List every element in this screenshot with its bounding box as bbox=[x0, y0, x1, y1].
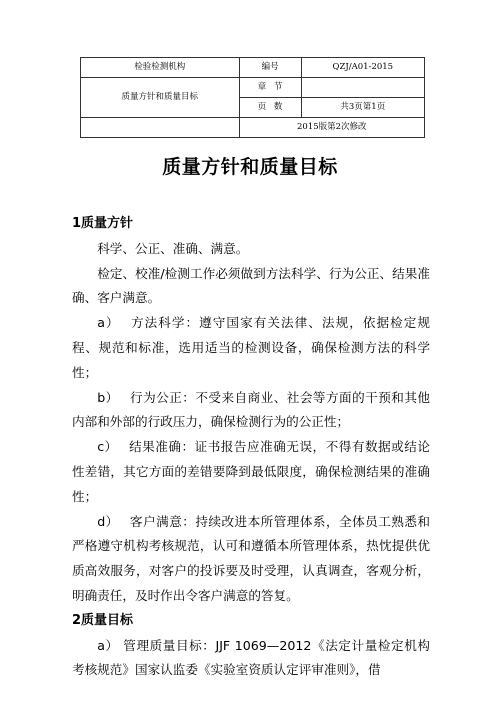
doc-name: 质量方针和质量目标 bbox=[81, 78, 240, 118]
item-label: a） bbox=[97, 637, 119, 653]
item-label: d） bbox=[97, 513, 119, 529]
item-text: 客户满意：持续改进本所管理体系，全体员工熟悉和严格遵守机构考核规范，认可和遵循本所管理体系，热忱提供优质高效服务，对客户的投诉要及时受理，认真调查，客观分析，明确责任，及时作出令客户满意的答复。 bbox=[72, 513, 431, 603]
item-label: b） bbox=[97, 389, 119, 405]
policy-item-c bbox=[72, 435, 430, 509]
policy-item-a bbox=[72, 311, 430, 385]
policy-heading: 1质量方针 bbox=[72, 216, 134, 231]
empty-cell bbox=[81, 118, 240, 138]
chapter-label: 章节 bbox=[239, 78, 301, 98]
page-value: 共3页第1页 bbox=[301, 98, 424, 118]
document-body bbox=[72, 212, 430, 683]
policy-item-d bbox=[72, 510, 430, 609]
policy-item-b bbox=[72, 386, 430, 436]
item-text: 行为公正：不受来自商业、社会等方面的干预和其他内部和外部的行政压力，确保检测行为的公正性； bbox=[72, 389, 431, 430]
item-text: 方法科学：遵守国家有关法律、法规，依据检定规程、规范和标准，选用适当的检测设备，确保检测方法的科学性； bbox=[72, 315, 431, 380]
org-label: 检验检测机构 bbox=[81, 58, 240, 78]
page-title: 质量方针和质量目标 bbox=[162, 156, 338, 178]
chapter-value bbox=[301, 78, 424, 98]
page-label: 页数 bbox=[239, 98, 301, 118]
item-text: 结果准确：证书报告应准确无误，不得有数据或结论性差错，其它方面的差错要降到最低限度，确保检测结果的准确性； bbox=[72, 439, 430, 504]
number-value: QZJ/A01-2015 bbox=[301, 58, 424, 78]
edition: 2015版第2次修改 bbox=[239, 118, 424, 138]
goal-item-a bbox=[72, 634, 430, 684]
policy-intro: 检定、校准/检测工作必须做到方法科学、行为公正、结果准确、客户满意。 bbox=[72, 265, 430, 306]
item-label: a） bbox=[97, 315, 120, 331]
document-header-table bbox=[80, 57, 425, 138]
number-label: 编号 bbox=[239, 58, 301, 78]
goal-heading: 2质量目标 bbox=[72, 612, 134, 628]
item-text: 管理质量目标：JJF 1069—2012《法定计量检定机构考核规范》国家认监委《实验室资质认定评审准则》，借 bbox=[72, 637, 431, 678]
item-label: c） bbox=[97, 439, 118, 455]
policy-summary: 科学、公正、准确、满意。 bbox=[97, 240, 249, 256]
